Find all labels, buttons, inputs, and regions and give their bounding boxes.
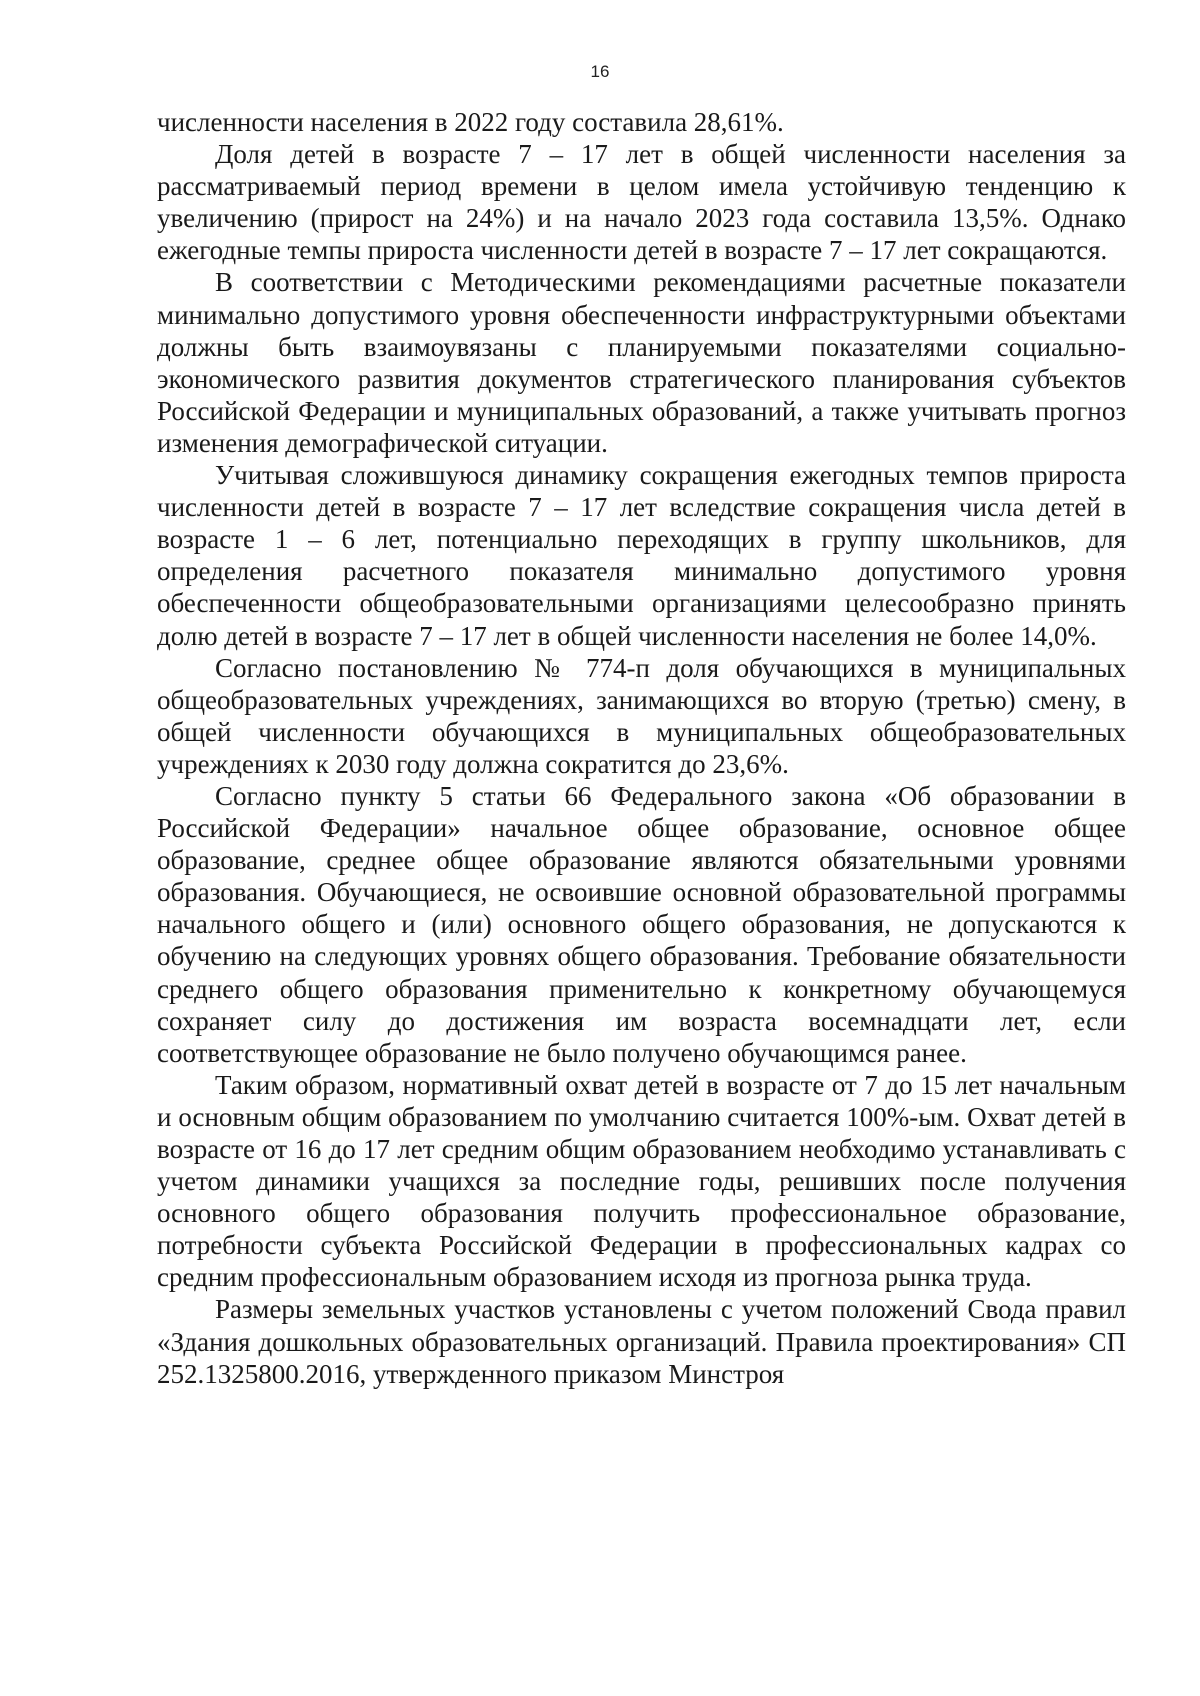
paragraph-second-shift-students: Согласно постановлению № 774-п доля обучающихся в муниципальных общеобразовательных учреждениях, занимающихся во вторую (третью) смену, в общей численности обучающихся в муниципальных общеобразовательных учреждениях к 2030 году должна сократится до 23,6%. bbox=[157, 652, 1126, 779]
paragraph-education-law: Согласно пункту 5 статьи 66 Федерального закона «Об образовании в Российской Федерации» начальное общее образование, основное общее образование, среднее общее образование являются обязательными уровнями образования. Обучающиеся, не освоившие основной образовательной программы начального общего и (или) основного общего образования, не допускаются к обучению на следующих уровнях общего образования. Требование обязательности среднего общего образования применительно к конкретному обучающемуся сохраняет силу до достижения им возраста восемнадцати лет, если соответствующее образование не было получено обучающимся ранее. bbox=[157, 780, 1126, 1068]
document-body bbox=[157, 106, 1126, 1390]
paragraph-continued-from-previous-page: численности населения в 2022 году составила 28,61%. bbox=[157, 107, 784, 137]
paragraph-children-share: Доля детей в возрасте 7 – 17 лет в общей численности населения за рассматриваемый период времени в целом имела устойчивую тенденцию к увеличению (прирост на 24%) и на начало 2023 года составила 13,5%. Однако ежегодные темпы прироста численности детей в возрасте 7 – 17 лет сокращаются. bbox=[157, 139, 1126, 266]
page-number: 16 bbox=[590, 62, 610, 81]
paragraph-methodical-recommendations: В соответствии с Методическими рекомендациями расчетные показатели минимально допустимого уровня обеспеченности инфраструктурными объектами должны быть взаимоувязаны с планируемыми показателями социально-экономического развития документов стратегического планирования субъектов Российской Федерации и муниципальных образований, а также учитывать прогноз изменения демографической ситуации. bbox=[157, 267, 1126, 458]
paragraph-children-share-target: Учитывая сложившуюся динамику сокращения ежегодных темпов прироста численности детей в возрасте 7 – 17 лет вследствие сокращения числа детей в возрасте 1 – 6 лет, потенциально переходящих в группу школьников, для определения расчетного показателя минимально допустимого уровня обеспеченности общеобразовательными организациями целесообразно принять долю детей в возрасте 7 – 17 лет в общей численности населения не более 14,0%. bbox=[157, 460, 1126, 651]
paragraph-land-plot-sizes: Размеры земельных участков установлены с учетом положений Свода правил «Здания дошкольных образовательных организаций. Правила проектирования» СП 252.1325800.2016, утвержденного приказом Минстроя bbox=[157, 1294, 1126, 1389]
paragraph-coverage-norm: Таким образом, нормативный охват детей в возрасте от 7 до 15 лет начальным и основным общим образованием по умолчанию считается 100%-ым. Охват детей в возрасте от 16 до 17 лет средним общим образованием необходимо устанавливать с учетом динамики учащихся за последние годы, решивших после получения основного общего образования получить профессиональное образование, потребности субъекта Российской Федерации в профессиональных кадрах со средним профессиональным образованием исходя из прогноза рынка труда. bbox=[157, 1069, 1126, 1293]
